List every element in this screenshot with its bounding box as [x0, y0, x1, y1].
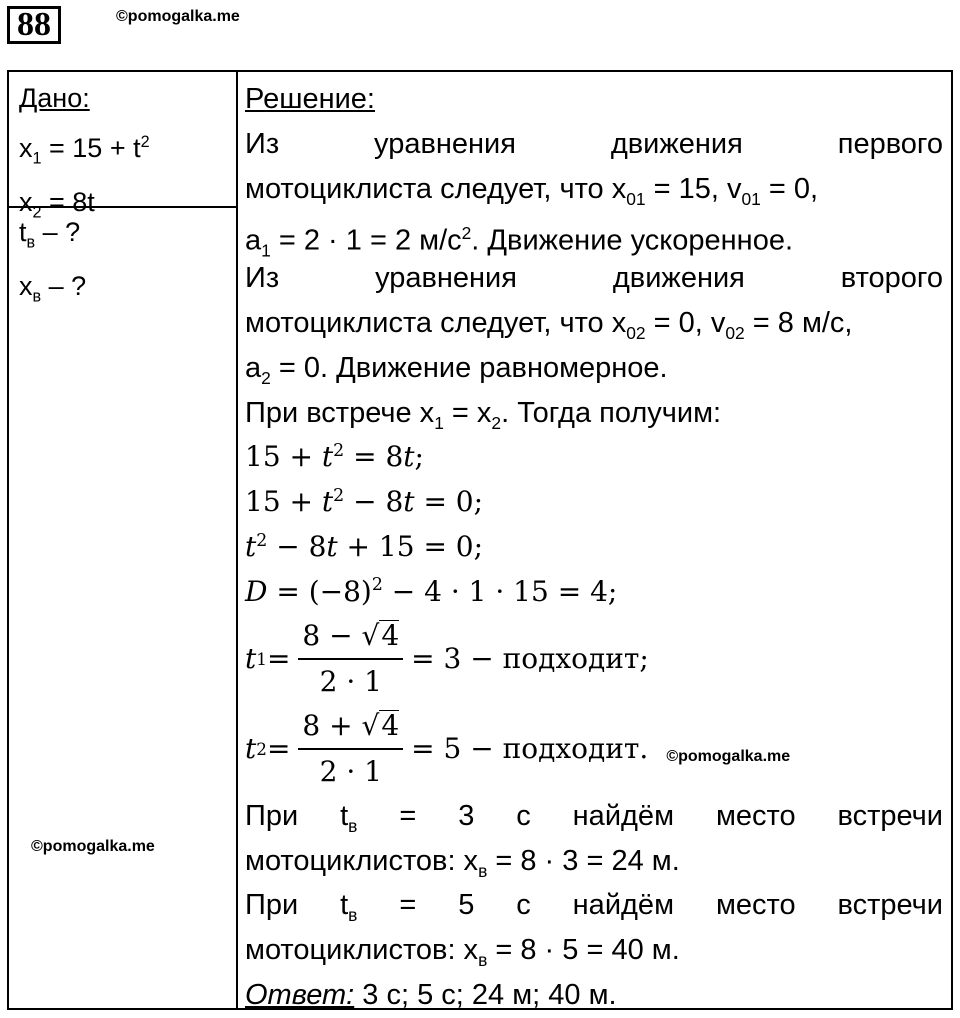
find-position: $x_в$ – ? — [19, 271, 87, 306]
fraction-t1: $\frac{8 - √4}{2 \cdot 1}$ — [298, 616, 403, 702]
fraction-t2: $\frac{8 + √4}{2 \cdot 1}$ — [298, 706, 403, 792]
solution-table — [7, 70, 953, 1010]
find-time: $t_в$ – ? — [19, 217, 81, 252]
solution-line-10: При $t_в$ = 5 с найдём место встречи — [245, 889, 943, 926]
solution-line-11: мотоциклистов: $x_в = 8 \cdot 5 = 40$ м. — [245, 934, 680, 970]
equation-t2: t 2 = $\frac{8 + √4}{2 \cdot 1}$ = 5 − подходит. ©pomogalka.me — [245, 704, 943, 794]
solution-block — [245, 77, 943, 1018]
equation-2: $15 + t^2 - 8t = 0$; — [245, 485, 484, 519]
watermark-left: ©pomogalka.me — [31, 838, 155, 855]
solution-title: Решение: — [245, 83, 375, 115]
given-title: Дано: — [19, 83, 90, 113]
equation-3: $t^2 - 8t + 15 = 0$; — [245, 529, 484, 563]
solution-line-2: мотоциклиста следует, что $x_{01} = 15$, $v_{01} = 0$, — [245, 172, 819, 209]
answer-line: Ответ: 3 с; 5 с; 24 м; 40 м. — [245, 978, 617, 1011]
solution-line-3: $a_1 = 2 \cdot 1 = 2$ $м/с^2$. Движение ускоренное. — [245, 223, 794, 261]
given-eq1: $x_1 = 15 + t^2$ — [19, 133, 150, 168]
problem-number: 88 — [7, 6, 61, 44]
solution-line-8: При $t_в$ = 3 с найдём место встречи — [245, 799, 943, 836]
column-divider — [236, 72, 238, 1008]
solution-line-4: Из уравнения движения второго — [245, 262, 943, 295]
solution-line-5: мотоциклиста следует, что $x_{02} = 0$, $v_{02} = 8$ м/с, — [245, 306, 853, 343]
find-block — [19, 210, 86, 319]
given-eq2: $x_2 = 8t$ — [19, 187, 95, 222]
solution-line-7: При встрече $x_1 = x_2$. Тогда получим: — [245, 396, 722, 433]
equation-discriminant: $D = (-8)^2 - 4 \cdot 1 \cdot 15 = 4$; — [245, 574, 618, 608]
watermark-top: ©pomogalka.me — [116, 8, 240, 25]
solution-line-1: Из уравнения движения первого — [245, 127, 943, 160]
equation-t1: t 1 = $\frac{8 - √4}{2 \cdot 1}$ = 3 − подходит; — [245, 615, 943, 705]
solution-line-9: мотоциклистов: $x_в = 8 \cdot 3 = 24$ м. — [245, 844, 680, 881]
solution-line-6: $a_2 = 0$. Движение равномерное. — [245, 351, 668, 388]
watermark-right: ©pomogalka.me — [666, 747, 791, 765]
equation-1: $15 + t^2 = 8t$; — [245, 440, 424, 474]
